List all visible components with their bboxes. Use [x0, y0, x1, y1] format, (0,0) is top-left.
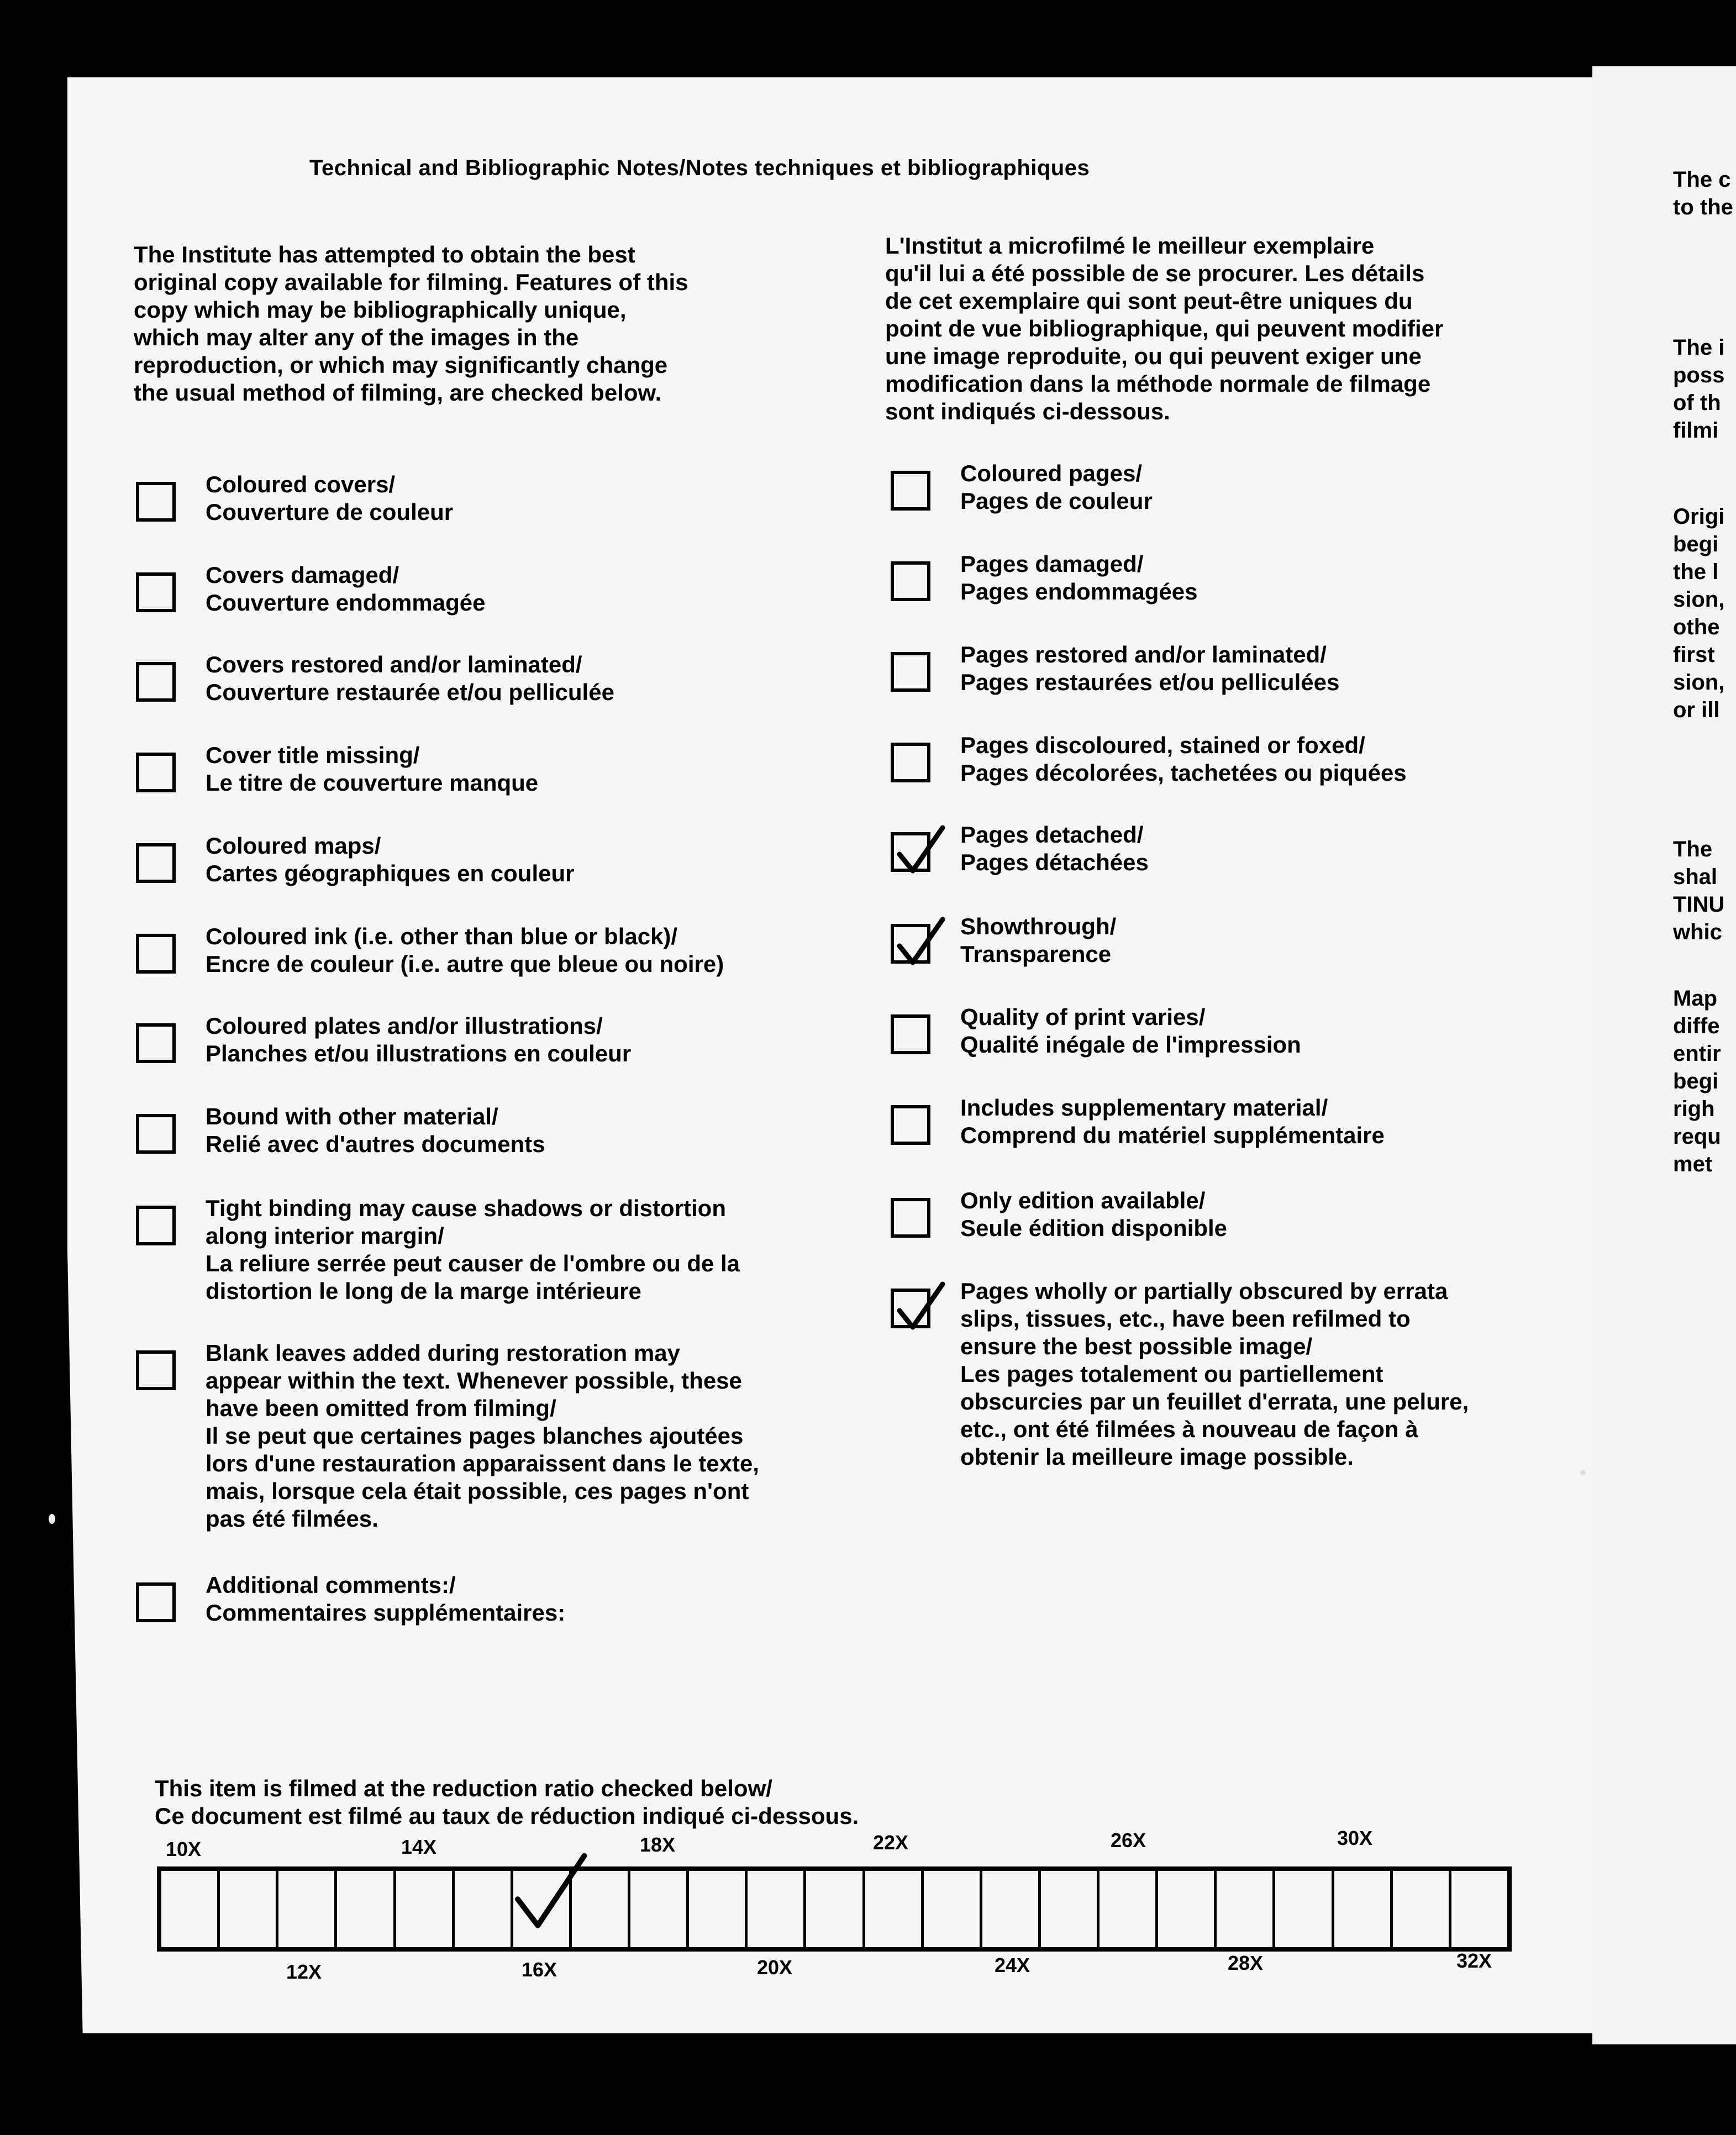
ratio-cell[interactable]: [865, 1871, 924, 1947]
ratio-cell[interactable]: [1041, 1871, 1100, 1947]
checkbox[interactable]: [136, 753, 176, 792]
checkbox-label: Pages detached/ Pages détachées: [960, 822, 1149, 875]
ratio-cell[interactable]: [513, 1871, 572, 1947]
ratio-cell[interactable]: [1451, 1871, 1507, 1947]
ratio-label-top: 30X: [1337, 1827, 1373, 1849]
checkbox[interactable]: [891, 1198, 930, 1238]
checkbox-label: Tight binding may cause shadows or distortion along interior margin/ La reliure serrée peut causer de l'ombre ou de la distortion le long de la marge intérieure: [206, 1195, 740, 1304]
checkbox[interactable]: [891, 652, 930, 692]
checkbox[interactable]: [891, 1289, 930, 1328]
intro-english: The Institute has attempted to obtain the best original copy available for filming. Features of this copy which may be bibliographically unique, which may alter any of the images in the reproduction, or which may significantly change the usual method of filming, are checked below.: [134, 241, 688, 406]
ratio-label-bottom: 24X: [995, 1954, 1030, 1976]
checkbox[interactable]: [136, 482, 176, 522]
ratio-cell[interactable]: [630, 1871, 689, 1947]
ratio-label-bottom: 12X: [286, 1960, 322, 1983]
checkbox[interactable]: [891, 1014, 930, 1054]
checkbox[interactable]: [891, 1105, 930, 1145]
checkbox[interactable]: [136, 1582, 176, 1622]
checkbox[interactable]: [891, 561, 930, 601]
reduction-ratio-table: [157, 1866, 1512, 1952]
checkbox-label: Covers damaged/ Couverture endommagée: [206, 562, 486, 616]
page-title: Technical and Bibliographic Notes/Notes techniques et bibliographiques: [309, 156, 1090, 180]
scan-speck: [1580, 1470, 1586, 1475]
ratio-cell[interactable]: [278, 1871, 337, 1947]
ratio-label-top: 26X: [1111, 1829, 1146, 1852]
adjacent-text-fragment: The c to the: [1673, 167, 1733, 219]
ratio-cell[interactable]: [1334, 1871, 1393, 1947]
checkbox-label: Cover title missing/ Le titre de couverture manque: [206, 742, 539, 796]
scan-speck: [49, 1514, 55, 1524]
adjacent-text-fragment: Map diffe entir begi righ requ met: [1673, 986, 1721, 1176]
checkbox-label: Coloured maps/ Cartes géographiques en couleur: [206, 833, 575, 886]
checkbox-label: Blank leaves added during restoration may appear within the text. Whenever possible, these have been omitted from filming/ Il se peut que certaines pages blanches ajoutées lors d'une restauration apparaissent dans le texte, mais, lorsque cela était possible, ces pages n'ont pas été filmées.: [206, 1340, 759, 1532]
intro-french: L'Institut a microfilmé le meilleur exemplaire qu'il lui a été possible de se procurer. Les détails de cet exemplaire qui sont peut-être uniques du point de vue bibliographique, qui peuvent modifier une image reproduite, ou qui peuvent exiger une modification dans la méthode normale de filmage sont indiqués ci-dessous.: [885, 233, 1444, 424]
checkmark-icon: [892, 1282, 947, 1337]
ratio-label-bottom: 16X: [522, 1958, 557, 1981]
checkbox[interactable]: [891, 832, 930, 872]
checkbox[interactable]: [136, 1206, 176, 1245]
checkbox-label: Coloured ink (i.e. other than blue or black)/ Encre de couleur (i.e. autre que bleue ou noire): [206, 923, 724, 977]
checkbox-label: Pages restored and/or laminated/ Pages restaurées et/ou pelliculées: [960, 641, 1340, 695]
adjacent-text-fragment: The shal TINU whic: [1673, 837, 1725, 944]
ratio-cell[interactable]: [220, 1871, 278, 1947]
ratio-cell[interactable]: [396, 1871, 455, 1947]
checkbox[interactable]: [136, 662, 176, 702]
checkbox-label: Covers restored and/or laminated/ Couverture restaurée et/ou pelliculée: [206, 651, 614, 705]
ratio-cell[interactable]: [1393, 1871, 1451, 1947]
ratio-cell[interactable]: [1100, 1871, 1158, 1947]
ratio-label-bottom: 28X: [1228, 1952, 1264, 1974]
checkbox[interactable]: [891, 924, 930, 964]
ratio-cell[interactable]: [806, 1871, 865, 1947]
checkbox[interactable]: [136, 934, 176, 974]
ratio-cell[interactable]: [924, 1871, 982, 1947]
checkbox[interactable]: [136, 843, 176, 883]
checkbox-label: Showthrough/ Transparence: [960, 913, 1117, 967]
checkbox-label: Coloured covers/ Couverture de couleur: [206, 471, 454, 525]
ratio-label-bottom: 32X: [1456, 1949, 1492, 1972]
checkbox-label: Includes supplementary material/ Comprend du matériel supplémentaire: [960, 1095, 1385, 1148]
checkbox-label: Additional comments:/ Commentaires supplémentaires:: [206, 1572, 566, 1626]
ratio-cell[interactable]: [1158, 1871, 1217, 1947]
ratio-label-bottom: 20X: [757, 1956, 793, 1979]
ratio-cell[interactable]: [1275, 1871, 1334, 1947]
ratio-label-top: 10X: [166, 1838, 202, 1860]
checkmark-icon: [892, 825, 947, 881]
checkbox[interactable]: [136, 572, 176, 612]
checkmark-icon: [892, 917, 947, 972]
checkbox[interactable]: [136, 1114, 176, 1154]
ratio-label-top: 18X: [640, 1833, 676, 1856]
checkbox-label: Pages wholly or partially obscured by errata slips, tissues, etc., have been refilmed to ensure the best possible image/ Les pages totalement ou partiellement obscurcies par un feuillet d'errata, une pelure, etc., ont été filmées à nouveau de façon à obtenir la meilleure image possible.: [960, 1278, 1469, 1470]
checkbox-label: Coloured pages/ Pages de couleur: [960, 460, 1153, 514]
checkbox-label: Coloured plates and/or illustrations/ Planches et/ou illustrations en couleur: [206, 1013, 632, 1066]
checkbox-label: Pages discoloured, stained or foxed/ Pages décolorées, tachetées ou piquées: [960, 732, 1407, 786]
adjacent-text-fragment: The i poss of th filmi: [1673, 335, 1725, 443]
ratio-label-top: 22X: [873, 1831, 909, 1854]
ratio-cell[interactable]: [337, 1871, 396, 1947]
ratio-cell[interactable]: [982, 1871, 1041, 1947]
checkbox[interactable]: [136, 1350, 176, 1390]
ratio-label-top: 14X: [401, 1836, 437, 1858]
ratio-cell[interactable]: [689, 1871, 748, 1947]
reduction-ratio-caption: This item is filmed at the reduction ratio checked below/ Ce document est filmé au taux de réduction indiqué ci-dessous.: [155, 1775, 859, 1829]
checkbox[interactable]: [891, 743, 930, 782]
ratio-cell[interactable]: [161, 1871, 220, 1947]
checkbox[interactable]: [891, 471, 930, 511]
ratio-cell[interactable]: [748, 1871, 806, 1947]
ratio-cell[interactable]: [455, 1871, 513, 1947]
checkbox-label: Pages damaged/ Pages endommagées: [960, 551, 1198, 604]
checkbox-label: Only edition available/ Seule édition disponible: [960, 1187, 1228, 1241]
ratio-cell[interactable]: [1217, 1871, 1275, 1947]
checkbox-label: Quality of print varies/ Qualité inégale de l'impression: [960, 1004, 1301, 1058]
checkbox[interactable]: [136, 1023, 176, 1063]
adjacent-text-fragment: Origi begi the l sion, othe first sion, or ill: [1673, 504, 1725, 722]
ratio-cell[interactable]: [572, 1871, 630, 1947]
checkbox-label: Bound with other material/ Relié avec d'autres documents: [206, 1103, 545, 1157]
